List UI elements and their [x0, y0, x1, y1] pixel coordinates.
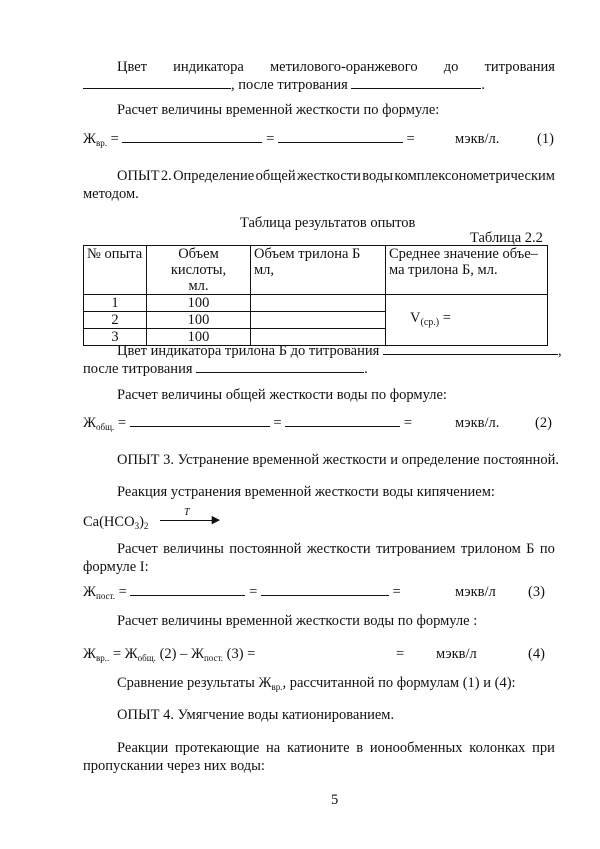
- formula-3-number: (3): [528, 584, 545, 600]
- acid-volume-cell: 100: [147, 295, 251, 312]
- word: до: [443, 59, 459, 75]
- comparison-line: Сравнение результаты $Ж_{вр.}$, рассчитанной по формулам (1) и (4):: [117, 675, 516, 692]
- reactions-line-2: пропускании через них воды:: [83, 758, 265, 774]
- formula-4-number: (4): [528, 646, 545, 662]
- blank-after-titration: [351, 76, 481, 89]
- calc-temporary-2-heading: Расчет величины временной жесткости воды по формуле :: [117, 613, 478, 629]
- calc-temporary-heading: Расчет величины временной жесткости по формуле:: [117, 102, 440, 118]
- word: Цвет: [117, 59, 148, 75]
- header-trilon-volume: Объем трилона Б мл,: [251, 246, 386, 295]
- calc-permanent-line-1: Расчет величины постоянной жесткости титрованием трилоном Б по: [117, 541, 555, 557]
- trilon-volume-cell: [251, 312, 386, 329]
- formula-1-unit: мэкв/л.: [455, 131, 500, 147]
- word: индикатора: [173, 59, 244, 75]
- acid-volume-cell: 100: [147, 329, 251, 346]
- experiment-4-heading: ОПЫТ 4. Умягчение воды катионированием.: [117, 707, 395, 723]
- formula-3-unit: мэкв/л: [455, 584, 496, 600]
- table-row: [84, 295, 548, 312]
- word: метилового-оранжевого: [269, 59, 418, 75]
- formula-2-number: (2): [535, 415, 552, 431]
- row-number: 2: [84, 312, 147, 329]
- reaction-intro: Реакция устранения временной жесткости воды кипячением:: [117, 484, 495, 500]
- formula-3: $Ж_{пост.}$ = = =: [83, 584, 401, 601]
- table-title: Таблица результатов опытов: [240, 215, 416, 231]
- formula-1: $Ж_{вр.}$ = = =: [83, 131, 415, 148]
- formula-2-unit: мэкв/л.: [455, 415, 500, 431]
- header-mean-volume: Среднее значение объе– ма трилона Б, мл.: [386, 246, 548, 295]
- trilon-indicator-line-1: Цвет индикатора трилона Б до титрования ,: [117, 343, 562, 359]
- reactions-line-1: Реакции протекающие на катионите в ионообменных колонках при: [117, 740, 555, 756]
- header-acid-volume: Объем кислоты, мл.: [147, 246, 251, 295]
- row-number: 3: [84, 329, 147, 346]
- table-header-row: [84, 246, 548, 295]
- formula-2: $Ж_{общ.}$ = = =: [83, 415, 412, 432]
- acid-volume-cell: 100: [147, 312, 251, 329]
- formula-4-equals: =: [396, 646, 405, 662]
- indicator-line-2: , после титрования .: [83, 76, 485, 94]
- experiment-3-heading: ОПЫТ 3. Устранение временной жесткости и определение постоянной.: [117, 452, 559, 468]
- reaction-equation: $Ca(HCO_3)_2$ T ▶: [83, 507, 221, 531]
- blank-after-titration: [196, 360, 364, 373]
- experiment-2-heading-line-1: ОПЫТ 2. Определение общей жесткости воды комплексонометрическим: [117, 168, 555, 184]
- results-table: [83, 245, 548, 346]
- header-experiment-no: № опыта: [84, 246, 147, 295]
- row-number: 1: [84, 295, 147, 312]
- trilon-volume-cell: [251, 295, 386, 312]
- formula-4: $Ж_{вр..} = Ж_{общ.}$ $(2) - Ж_{пост.}$ (3) =: [83, 646, 256, 663]
- table-number: Таблица 2.2: [470, 230, 543, 246]
- calc-total-heading: Расчет величины общей жесткости воды по формуле:: [117, 387, 447, 403]
- formula-1-number: (1): [537, 131, 554, 147]
- mean-volume-cell: $V_{(ср.)}$ =: [386, 295, 548, 346]
- word: титрования: [484, 59, 555, 75]
- formula-4-unit: мэкв/л: [436, 646, 477, 662]
- calc-permanent-line-2: формуле I:: [83, 559, 149, 575]
- blank-before-titration: [383, 342, 558, 355]
- trilon-indicator-line-2: после титрования .: [83, 361, 368, 377]
- experiment-2-heading-line-2: методом.: [83, 186, 139, 202]
- heating-arrow: T ▶: [152, 512, 220, 528]
- page-number: 5: [331, 792, 339, 808]
- blank-before-titration: [83, 76, 231, 89]
- indicator-line-1: [117, 58, 555, 76]
